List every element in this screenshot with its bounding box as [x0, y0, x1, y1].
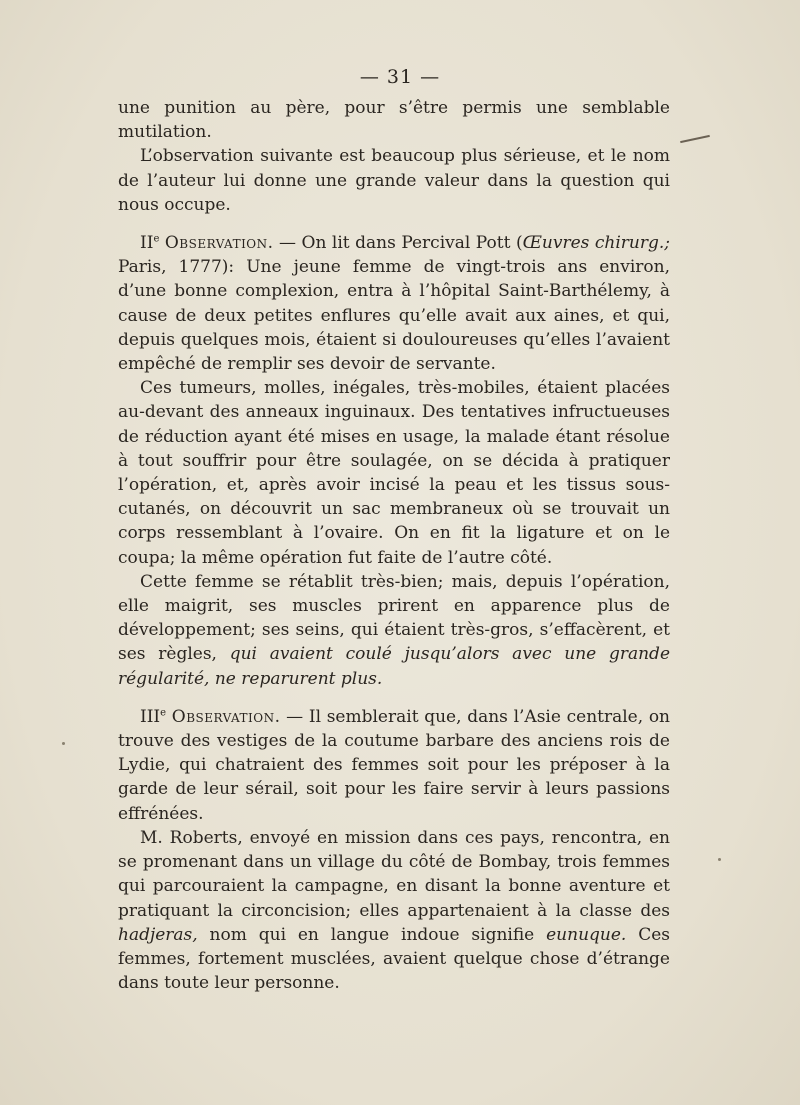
- observation-3-paragraph: [118, 705, 670, 826]
- observation-2-paragraph: [118, 231, 670, 376]
- roberts-text-b: nom qui en langue indoue signifie: [197, 924, 547, 945]
- observation-2-citation: Œuvres chirurg.;: [522, 233, 671, 254]
- paragraph-roberts: [118, 826, 670, 995]
- roberts-text-c: Ces femmes, fortement musclées, avaient quelque chose d’étrange dans toute leur personne.: [118, 924, 670, 994]
- observation-numeral: III: [140, 706, 161, 727]
- roberts-italic-eunuque: eunuque.: [546, 924, 627, 945]
- roberts-italic-hadjeras: hadjeras,: [118, 924, 198, 945]
- observation-heading: Observation.: [171, 706, 281, 727]
- observation-heading: Observation.: [164, 233, 274, 254]
- paragraph-1: une punition au père, pour s’être permis une semblable mutilation.: [118, 98, 670, 143]
- observation-superscript: e: [153, 233, 160, 245]
- observation-3-text: — Il semblerait que, dans l’Asie centrale, on trouve des vestiges de la coutume barbare des anciens rois de Lydie, qui chatraient des femmes soit pour les préposer à la garde de leur sérail, soit pour les faire servir à leurs passions effrénées.: [118, 706, 671, 824]
- retablit-text: Cette femme se rétablit très-bien; mais, depuis l’opération, elle maigrit, ses muscles prirent en apparence plus de développement; ses seins, qui étaient très-gros, s’effacèrent, et ses règles,: [118, 571, 670, 665]
- observation-numeral: II: [140, 233, 154, 254]
- paper-speck: [62, 742, 65, 745]
- paragraph-2: L’observation suivante est beaucoup plus sérieuse, et le nom de l’auteur lui donne une grande valeur dans la question qui nous occupe.: [118, 146, 670, 215]
- paragraph-tumeurs: Ces tumeurs, molles, inégales, très-mobiles, étaient placées au-devant des anneaux inguinaux. Des tentatives infructueuses de réduction ayant été mises en usage, la malade étant résolue à tout souffrir pour être soulagée, on se décida à pratiquer l’opération, et, après avoir incisé la peau et les tissus sous-cutanés, on découvrit un sac membraneux où se trouvait un corps ressemblant à l’ovaire. On en fit la ligature et on le coupa; la même opération fut faite de l’autre côté.: [118, 378, 670, 568]
- paper-speck: [718, 858, 721, 861]
- roberts-text-a: M. Roberts, envoyé en mission dans ces pays, rencontra, en se promenant dans un village du côté de Bombay, trois femmes qui parcouraient la campagne, en disant la bonne aventure et pratiquant la circoncision; elles appartenaient à la classe des: [118, 827, 670, 921]
- retablit-italic: qui avaient coulé jusqu’alors avec une grande régularité, ne reparurent plus.: [118, 644, 671, 689]
- observation-2-text-a: — On lit dans Percival Pott (: [273, 233, 523, 254]
- observation-2-text-b: Paris, 1777): Une jeune femme de vingt-trois ans environ, d’une bonne complexion, entra à l’hôpital Saint-Barthélemy, à cause de deux petites enflures qu’elle avait aux aines, et qui, depuis quelques mois, étaient si douloureuses qu’elles l’avaient empêché de remplir ses devoir de servante.: [118, 257, 670, 375]
- page-number: — 31 —: [359, 66, 441, 88]
- observation-superscript: e: [160, 707, 167, 719]
- body-text: [118, 96, 670, 995]
- paragraph-retablit: [118, 570, 670, 691]
- margin-pen-mark: [680, 135, 710, 143]
